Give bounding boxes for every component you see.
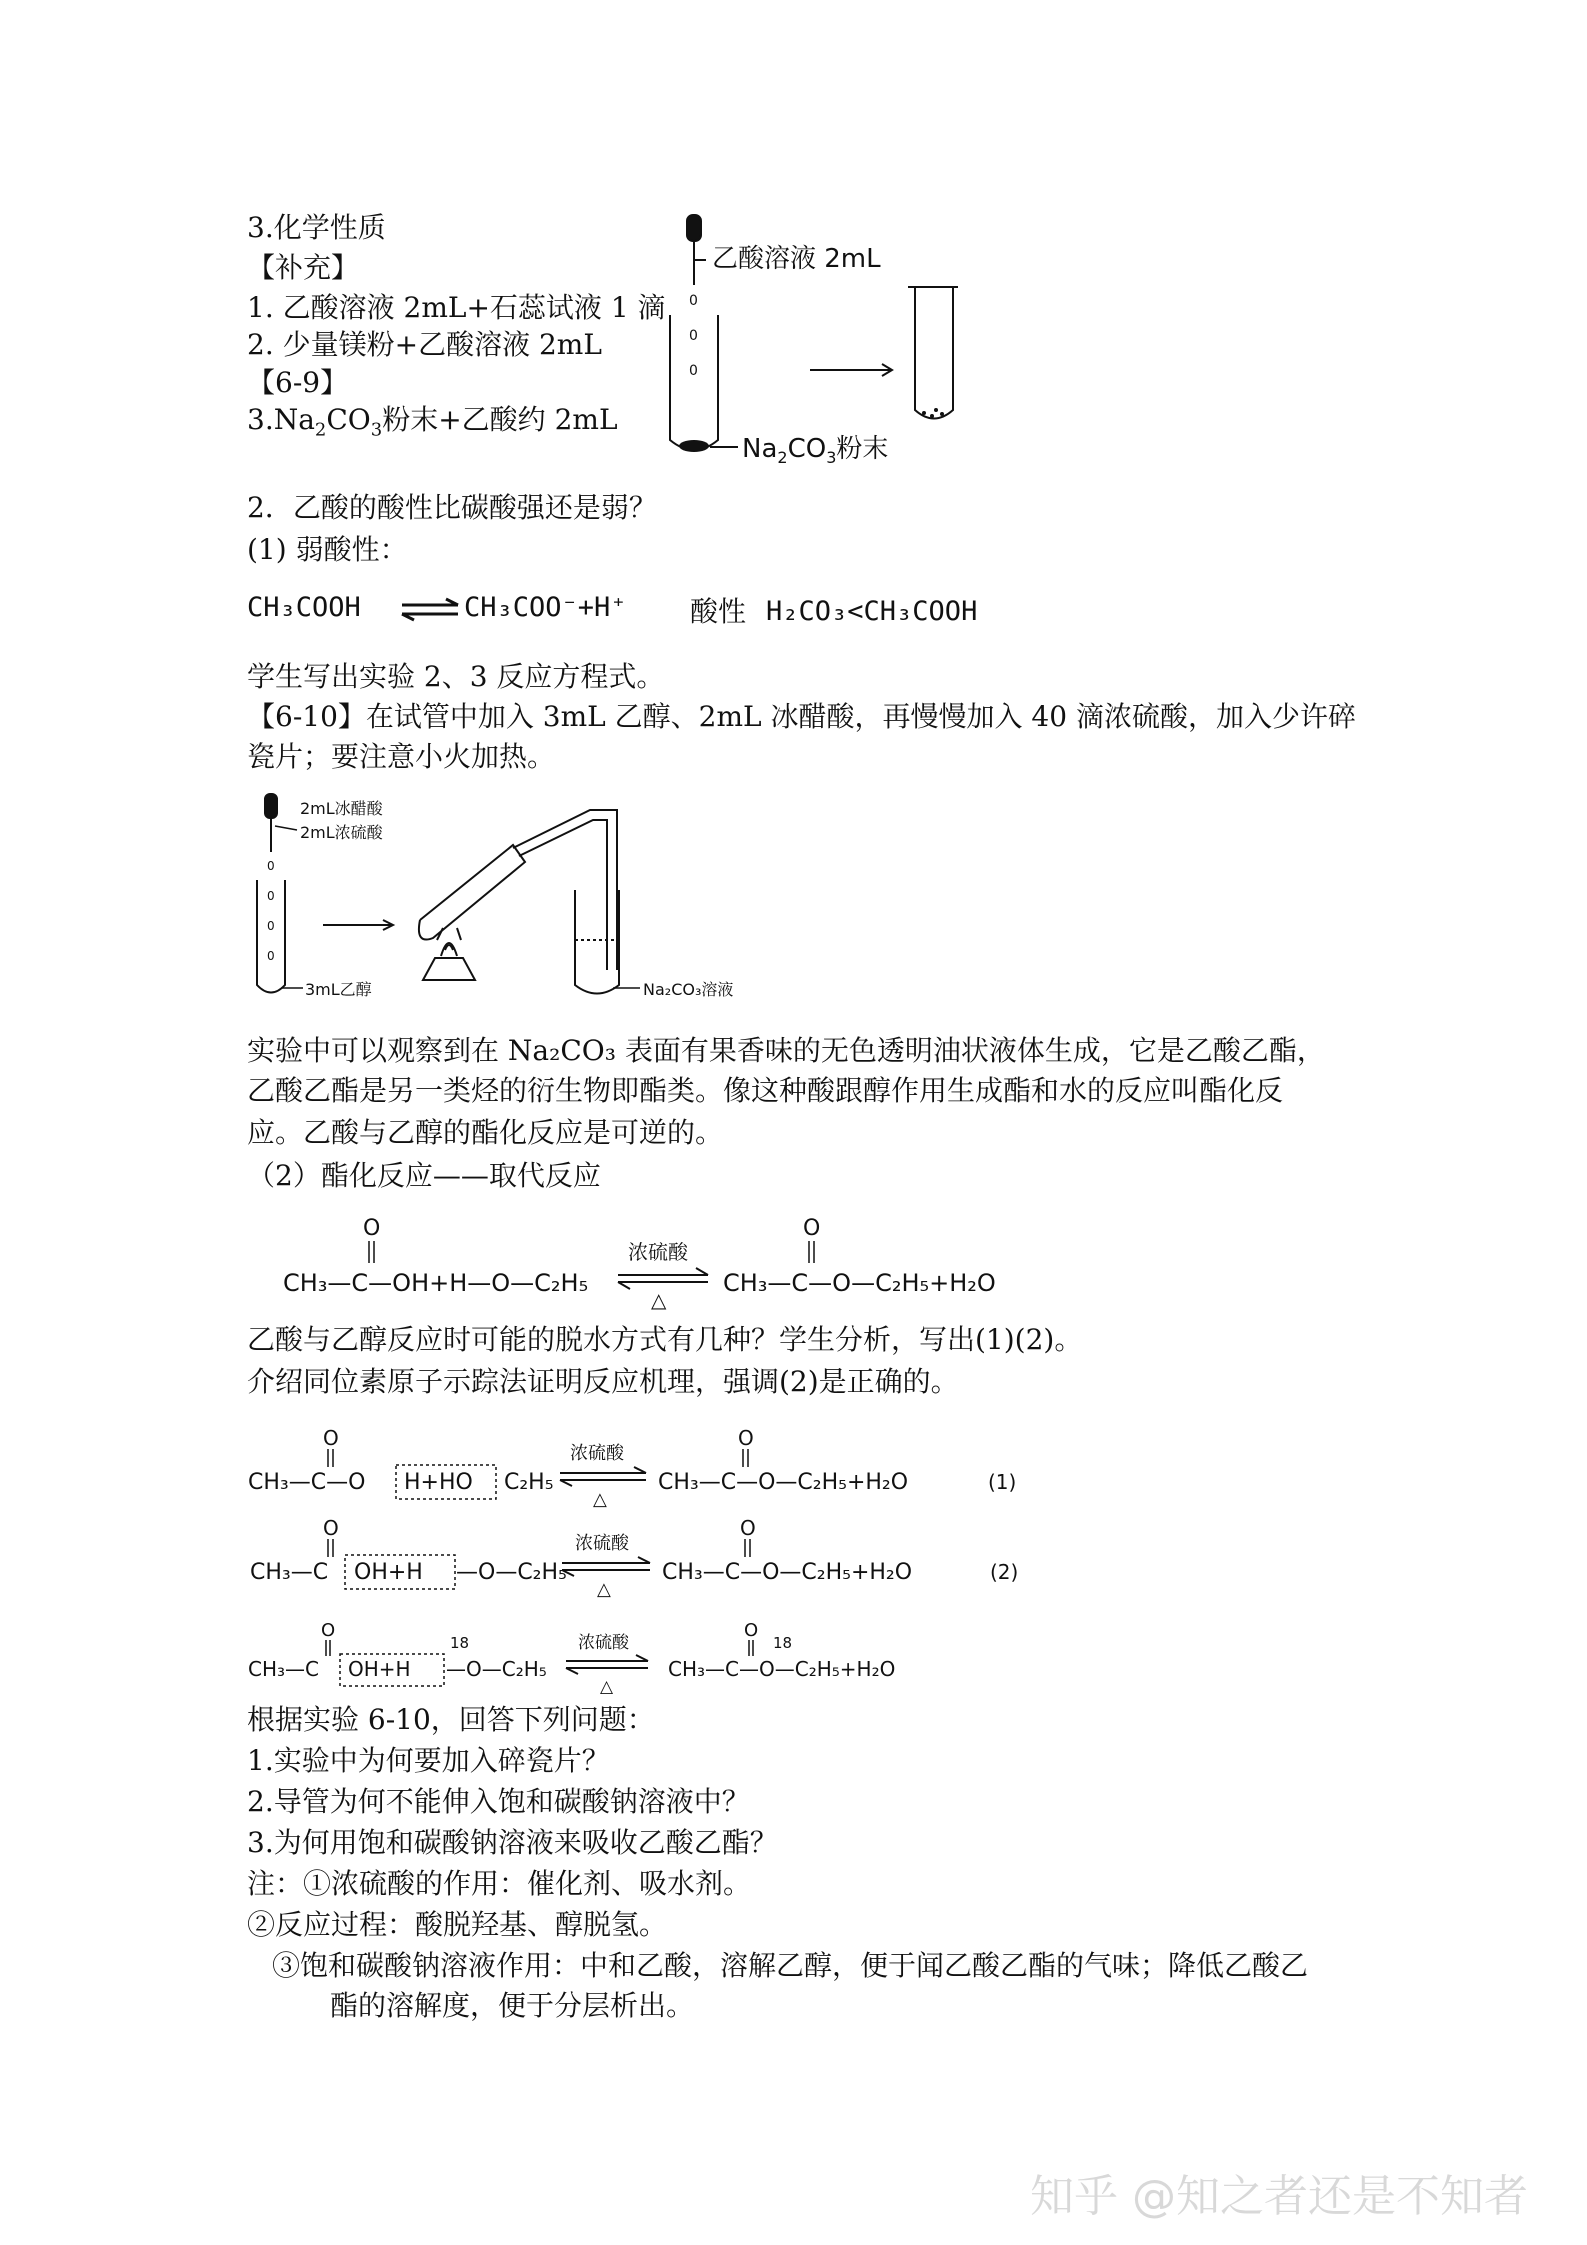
svg-text:0: 0 [689,328,698,344]
reaction-isotope-left-b: —O—C₂H₅ [446,1657,547,1681]
acidity-compare: H₂CO₃<CH₃COOH [766,596,978,627]
svg-text:0: 0 [267,859,275,873]
svg-text:O: O [803,1216,821,1241]
experiment-item-3: $3.Na_2CO_3$粉末+乙酸约 2mL [247,403,618,441]
question-1: 1.实验中为何要加入碎瓷片？ [247,1744,610,1777]
dropper-icon [265,794,277,852]
reaction-1-left-a: CH₃—C—O [248,1470,366,1495]
reaction-isotope-left-a: CH₃—C [248,1657,319,1681]
powder-label: $Na_2CO_3$粉末 [742,434,889,467]
svg-text:0: 0 [689,363,698,379]
supplement-item-2: 2. 少量镁粉+乙酸溶液 2mL [247,328,602,361]
svg-text:O: O [321,1620,336,1641]
note-2: ②反应过程：酸脱羟基、醇脱氢。 [247,1908,668,1941]
experiment-6-10-line-1: 【6-10】在试管中加入 3mL 乙醇、2mL 冰醋酸，再慢慢加入 40 滴浓硫酸，加入少许碎 [247,700,1356,733]
svg-text:O: O [323,1426,339,1450]
powder-icon [679,440,709,452]
svg-text:O: O [738,1426,754,1450]
reaction-1 [248,1425,1068,1510]
reaction-2-box: OH+H [354,1560,423,1585]
observation-line-1: 实验中可以观察到在 Na₂CO₃ 表面有果香味的无色透明油状液体生成，它是乙酸乙酯， [247,1034,1325,1067]
arrow-icon [323,920,393,930]
dropper-icon [687,215,701,285]
section-title: 3.化学性质 [247,211,386,244]
dropper-label: 乙酸溶液 2mL [712,244,881,274]
arrow-icon [810,364,892,376]
reaction-1-number: (1) [988,1470,1017,1494]
observation-line-3: 应。乙酸与乙醇的酯化反应是可逆的。 [247,1116,724,1149]
note-3-line-1: ③饱和碳酸钠溶液作用：中和乙酸，溶解乙醇，便于闻乙酸乙酯的气味；降低乙酸乙 [272,1949,1309,1982]
catalyst-label: 浓硫酸 [628,1240,688,1264]
esterification-apparatus-figure [245,790,765,1015]
acidity-label: 酸性 [690,595,747,628]
supplement-label: 【补充】 [247,251,360,284]
weak-acid-label: (1) 弱酸性： [247,533,408,566]
observation-line-2: 乙酸乙酯是另一类烃的衍生物即酯类。像这种酸跟醇作用生成酯和水的反应叫酯化反 [247,1074,1284,1107]
isotope-label: 18 [450,1634,470,1652]
svg-text:△: △ [600,1677,614,1697]
heat-symbol: △ [651,1288,667,1312]
dropper-zero: 0 [689,293,698,309]
ionization-left: CH₃COOH [247,592,361,623]
label-sodium-carbonate: Na₂CO₃溶液 [643,980,734,999]
note-1: 注：①浓硫酸的作用：催化剂、吸水剂。 [247,1867,752,1900]
reaction-isotope-right: CH₃—C—O—C₂H₅+H₂O [668,1657,896,1681]
question-3: 3.为何用饱和碳酸钠溶液来吸收乙酸乙酯？ [247,1826,778,1859]
equation-right: CH₃—C—O—C₂H₅+H₂O [723,1269,996,1297]
svg-text:浓硫酸: 浓硫酸 [570,1443,624,1464]
equation-left: CH₃—C—OH+H—O—C₂H₅ [283,1269,589,1297]
question-2-title: 2．乙酸的酸性比碳酸强还是弱？ [247,491,657,524]
supplement-item-1: 1. 乙酸溶液 2mL+石蕊试液 1 滴 [247,291,666,324]
reaction-1-box: H+HO [404,1470,473,1495]
reaction-2-right: CH₃—C—O—C₂H₅+H₂O [662,1560,913,1585]
esterification-equation [283,1215,1063,1312]
reaction-2-left-a: CH₃—C [250,1560,329,1585]
reaction-2-number: (2) [990,1560,1019,1584]
svg-text:O: O [740,1516,756,1540]
svg-text:0: 0 [267,919,275,933]
svg-text:18: 18 [773,1634,793,1652]
svg-text:浓硫酸: 浓硫酸 [578,1633,629,1653]
question-2: 2.导管为何不能伸入饱和碳酸钠溶液中？ [247,1785,750,1818]
experiment-6-10-line-2: 瓷片；要注意小火加热。 [247,740,556,773]
svg-text:△: △ [593,1489,607,1510]
svg-text:△: △ [597,1579,611,1600]
label-ethanol: 3mL乙醇 [305,980,372,999]
reaction-isotope [248,1618,1068,1698]
reaction-isotope-box: OH+H [348,1657,411,1681]
watermark: 知乎 @知之者还是不知者 [1030,2171,1528,2222]
esterification-heading: （2）酯化反应——取代反应 [247,1159,601,1192]
svg-text:O: O [323,1516,339,1540]
label-sulfuric-acid: 2mL浓硫酸 [300,823,383,842]
svg-text:0: 0 [267,889,275,903]
mechanism-line-2: 介绍同位素原子示踪法证明反应机理，强调(2)是正确的。 [247,1365,959,1398]
equilibrium-arrow-icon [400,598,462,622]
reaction-1-left-b: C₂H₅ [504,1470,554,1495]
svg-text:O: O [744,1620,759,1641]
alcohol-lamp-icon [423,928,475,980]
questions-intro: 根据实验 6-10，回答下列问题： [247,1703,655,1736]
reversible-arrow-icon [618,1268,708,1289]
reaction-1-right: CH₃—C—O—C₂H₅+H₂O [658,1470,909,1495]
experiment-label-6-9: 【6-9】 [247,366,349,399]
note-3-line-2: 酯的溶解度，便于分层析出。 [330,1989,695,2022]
mechanism-line-1: 乙酸与乙醇反应时可能的脱水方式有几种？学生分析，写出(1)(2)。 [247,1323,1083,1356]
ionization-right: CH₃COO⁻+H⁺ [464,592,627,623]
label-glacial-acetic-acid: 2mL冰醋酸 [300,799,383,818]
test-tube-right [908,287,958,419]
svg-text:0: 0 [267,949,275,963]
student-note: 学生写出实验 2、3 反应方程式。 [247,660,665,693]
test-tube-figure [660,205,960,465]
svg-text:O: O [363,1216,381,1241]
reaction-2 [250,1515,1070,1600]
receiving-test-tube [575,890,619,994]
svg-text:浓硫酸: 浓硫酸 [575,1533,629,1554]
reaction-2-left-b: —O—C₂H₅ [456,1560,567,1585]
